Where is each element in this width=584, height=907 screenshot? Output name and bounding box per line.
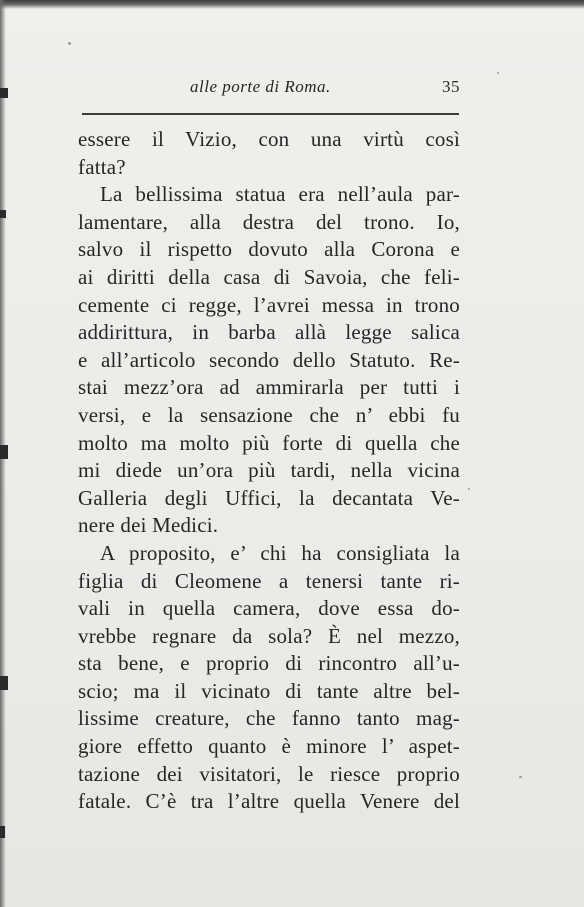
- paper-speck: [497, 72, 499, 74]
- text-line: lissime creature, che fanno tanto mag-: [78, 706, 460, 731]
- text-line: stai mezz’ora ad ammirarla per tutti i: [78, 375, 460, 400]
- text-line: scio; ma il vicinato di tante altre bel-: [78, 678, 460, 703]
- binding-mark: [0, 210, 6, 218]
- text-line: versi, e la sensazione che n’ ebbi fu: [78, 402, 460, 427]
- text-line: ai diritti della casa di Savoia, che feli-: [78, 264, 460, 289]
- paper-speck: [519, 776, 522, 778]
- paper-speck: [468, 488, 470, 490]
- text-line: vrebbe regnare da sola? È nel mezzo,: [78, 623, 460, 648]
- text-line: vali in quella camera, dove essa do-: [78, 596, 460, 621]
- binding-mark: [0, 826, 5, 838]
- text-line: lamentare, alla destra del trono. Io,: [78, 209, 460, 234]
- text-line: nere dei Medici.: [78, 513, 219, 538]
- text-line: tazione dei visitatori, le riesce proprio: [78, 761, 460, 786]
- paper-speck: [68, 42, 71, 45]
- text-line: mi diede un’ora più tardi, nella vicina: [78, 458, 460, 483]
- text-line: addirittura, in barba allà legge salica: [78, 320, 460, 345]
- body-text: [78, 126, 460, 816]
- text-line: cemente ci regge, l’avrei messa in trono: [78, 292, 460, 317]
- text-line: A proposito, e’ chi ha consigliata la: [100, 540, 460, 565]
- text-line: molto ma molto più forte di quella che: [78, 430, 460, 455]
- text-line: figlia di Cleomene a tenersi tante ri-: [78, 568, 460, 593]
- text-line: salvo il rispetto dovuto alla Corona e: [78, 237, 460, 262]
- page-top-shadow: [0, 0, 584, 9]
- text-line: essere il Vizio, con una virtù così: [78, 127, 460, 151]
- header-rule: [82, 113, 459, 115]
- text-line: sta bene, e proprio di rincontro all’u-: [78, 651, 460, 676]
- text-line: La bellissima statua era nell’aula par-: [100, 182, 460, 207]
- binding-mark: [0, 445, 8, 459]
- page-number: 35: [442, 77, 460, 96]
- text-line: giore effetto quanto è minore l’ aspet-: [78, 734, 460, 759]
- text-line: Galleria degli Uffici, la decantata Ve-: [78, 485, 460, 510]
- text-line: e all’articolo secondo dello Statuto. Re-: [78, 347, 460, 372]
- running-head: alle porte di Roma.: [190, 77, 331, 96]
- text-line: fatta?: [78, 154, 126, 179]
- text-line: fatale. C’è tra l’altre quella Venere del: [78, 789, 460, 814]
- binding-mark: [0, 88, 8, 98]
- binding-mark: [0, 676, 8, 690]
- page-header: [78, 75, 460, 105]
